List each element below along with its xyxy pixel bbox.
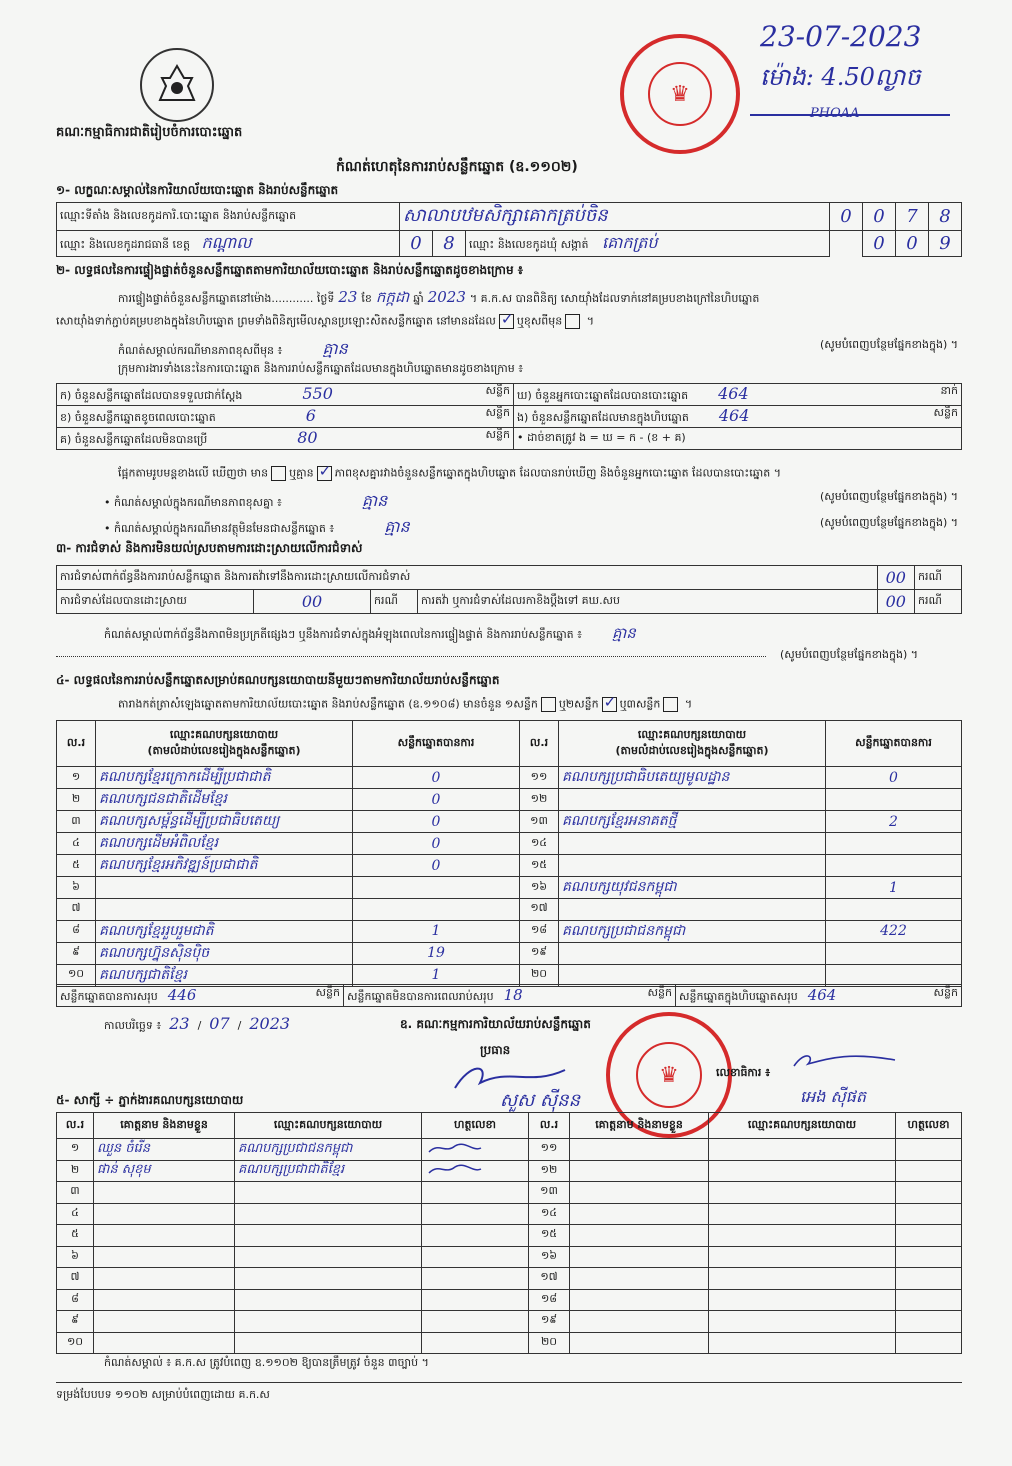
witness-col-no-right: ល.រ (529, 1113, 570, 1139)
ballots-in-box-value: 464 (718, 406, 750, 425)
party-votes (826, 855, 962, 877)
witness-party (709, 1268, 896, 1290)
ballot-count-intro: ក្រុមការងារទាំងនេះនៃការបោះឆ្នោត និងការរាប់សន្លឹកឆ្នោតដែលមានក្នុងហិបឆ្នោតមានដូចខាងក្រោម ៖ (118, 362, 524, 375)
party-name: គណបក្សខ្មែររួបរួមជាតិ (96, 920, 353, 942)
witness-name (94, 1268, 235, 1290)
difference-line: ផ្អែកតាមរូបមន្តខាងលើ ឃើញថា មាន ឬគ្មាន✓ ភាពខុសគ្នារវាងចំនួនសន្លឹកឆ្នោតក្នុងហិបឆ្នោត ដែលបានរាប់ឃើញ និងចំនួនអ្នកបោះឆ្នោត ដែលបានបោះឆ្នោត ។ (118, 466, 781, 483)
location-code-3: 7 (896, 203, 929, 231)
row-number: ១ (57, 1139, 94, 1161)
witness-col-no-left: ល.រ (57, 1113, 94, 1139)
irregularity-fill-note: (សូមបំពេញបន្ថែមផ្នែកខាងក្នុង) ។ (780, 648, 919, 661)
witness-col-sign-left: ហត្ថលេខា (422, 1113, 529, 1139)
witness-signature (896, 1268, 962, 1290)
witness-party (235, 1246, 422, 1268)
secretary-signature (790, 1046, 900, 1076)
witness-party (709, 1311, 896, 1333)
witness-name (570, 1203, 709, 1225)
col-votes-left: សន្លឹកឆ្នោតបានការ (353, 721, 520, 767)
witness-signature (422, 1289, 529, 1311)
row-number: ១៧ (520, 899, 559, 921)
results-row (57, 855, 962, 877)
row-number: ៦ (57, 877, 96, 899)
results-table (56, 720, 962, 987)
signing-month: 07 (209, 1014, 230, 1033)
party-votes (826, 942, 962, 964)
total-in-box-value: 464 (807, 985, 837, 1004)
verify-line-2: សោយ៉ាំងទាក់ភ្ជាប់គម្របខាងក្នុងនៃហិបឆ្នោត ព្រមទាំងពិនិត្យមើលស្ពានប្រឡោះសិតសន្លឹកឆ្នោត នៅមានដដែល✓ ឬខុសពីមុន ។ (56, 314, 594, 331)
witness-signature (422, 1182, 529, 1204)
witness-table (56, 1112, 962, 1354)
row-number: ៩ (57, 1311, 94, 1333)
total-invalid: សន្លឹកឆ្នោតមិនបានការពេលរាប់សរុប 18 សន្លឹក (344, 985, 676, 1007)
party-votes: 0 (353, 811, 520, 833)
row-number: ៧ (57, 899, 96, 921)
party-name (559, 899, 826, 921)
party-name (96, 899, 353, 921)
witness-party (235, 1203, 422, 1225)
changed-checkbox[interactable] (565, 314, 580, 329)
row-number: ៨ (57, 1289, 94, 1311)
voters-voted-row: ឃ) ចំនួនអ្នកបោះឆ្នោតដែលបានបោះឆ្នោត 464 នាក់ (514, 384, 962, 406)
section2-heading: ២- លទ្ធផលនៃការផ្ទៀងផ្ទាត់ចំនួនសន្លឹកឆ្នោតតាមការិយាល័យបោះឆ្នោត និងរាប់សន្លឹកឆ្នោតដូចខាងក្រោម ៖ (56, 263, 524, 277)
row-number: ១១ (520, 767, 559, 789)
results-row (57, 964, 962, 986)
section1-heading: ១- លក្ខណៈសម្គាល់នៃការិយាល័យបោះឆ្នោត និងរាប់សន្លឹកឆ្នោត (56, 183, 339, 197)
two-sheets-checkbox[interactable] (602, 697, 617, 712)
row-number: ១៤ (529, 1203, 570, 1225)
spoiled-ballots-row: ខ) ចំនួនសន្លឹកឆ្នោតខូចពេលបោះឆ្នោត 6 សន្លឹក (57, 406, 514, 428)
party-name (559, 833, 826, 855)
irregularity-note: កំណត់សម្គាល់ពាក់ព័ន្ធនឹងភាពមិនប្រក្រតីផ្សេងៗ ឬនឹងការជំទាស់ក្នុងអំឡុងពេលនៃការផ្ទៀងផ្ទាត់ និងការរាប់សន្លឹកឆ្នោត ៖ គ្មាន (104, 624, 636, 642)
appeal-label: ការតវ៉ា ឬការជំទាស់ដែលរកាខិងប្តឹងទៅ គឃ.សប (418, 590, 878, 614)
col-no-left: ល.រ (57, 721, 96, 767)
footer-divider (56, 1382, 962, 1383)
party-name: គណបក្សជាតិខ្មែរ (96, 964, 353, 986)
section1-table (56, 202, 962, 257)
row-number: ១៧ (529, 1268, 570, 1290)
secretary-label: លេខាធិការ ៖ (716, 1066, 771, 1079)
signing-year: 2023 (249, 1014, 291, 1033)
difference-note: • កំណត់សម្គាល់ក្នុងករណីមានភាពខុសគ្នា ៖ គ្មាន (សូមបំពេញបន្ថែមផ្នែកខាងក្នុង) ។ (104, 490, 958, 510)
party-votes: 0 (353, 767, 520, 789)
witness-col-sign-right: ហត្ថលេខា (896, 1113, 962, 1139)
party-name (559, 855, 826, 877)
secretary-name: អេង ស៊ីផត (800, 1087, 867, 1106)
resolved-value: 00 (254, 590, 371, 614)
party-name: គណបក្សខ្មែរក្រោកដើម្បីប្រជាជាតិ (96, 767, 353, 789)
party-name (96, 877, 353, 899)
complaints-table: ការជំទាស់ពាក់ព័ន្ធនឹងការរាប់សន្លឹកឆ្នោត និងការតវ៉ាទៅនឹងការដោះស្រាយលើការជំទាស់ 00 ករណី ការជំទាស់ដែលបានដោះស្រាយ 00 ករណី ការតវ៉ា ឬការជំទាស់ដែលរកាខិងប្តឹងទៅ គឃ.សប 00 ករណី (56, 565, 962, 614)
witness-row (57, 1268, 962, 1290)
location-code-4: 8 (929, 203, 962, 231)
signing-day: 23 (169, 1014, 190, 1033)
witness-col-name-left: គោត្តនាម និងនាមខ្លួន (94, 1113, 235, 1139)
party-name: គណបក្សប្រជាធិបតេយ្យមូលដ្ឋាន (559, 767, 826, 789)
witness-name (94, 1332, 235, 1354)
difference-note-value: គ្មាន (361, 491, 388, 510)
form-reference: ទម្រង់បែបបទ ១១០២ សម្រាប់បំពេញដោយ គ.ក.ស (56, 1388, 270, 1401)
row-number: ២០ (520, 964, 559, 986)
verify-line-1: ការផ្ទៀងផ្ទាត់ចំនួនសន្លឹកឆ្នោតនៅម៉ោង............ ថ្ងៃទី 23 ខែ កក្កដា ឆ្នាំ 2023 ។ គ.ក.ស បានពិនិត្យ សោយ៉ាំងដែលទាក់នៅគម្របខាងក្រៅនៃហិបឆ្នោត (118, 288, 760, 306)
has-difference-checkbox[interactable] (271, 466, 286, 481)
formula-cell: • ដាច់ខាតត្រូវ ង = ឃ = ក - (ខ + គ) (514, 428, 962, 450)
commune-code-1: 0 (863, 231, 896, 257)
row-number: ៦ (57, 1246, 94, 1268)
row-number: ២ (57, 789, 96, 811)
witness-name: ឈួន ចំរើន (94, 1139, 235, 1161)
verify-day: 23 (338, 288, 358, 306)
row-number: ១៤ (520, 833, 559, 855)
witness-col-name-right: គោត្តនាម និងនាមខ្លួន (570, 1113, 709, 1139)
witness-signature (896, 1246, 962, 1268)
location-code-1: 0 (830, 203, 863, 231)
witness-signature (896, 1289, 962, 1311)
party-votes (353, 899, 520, 921)
commune-value: គោកត្រប់ (602, 232, 658, 252)
witness-signature (422, 1203, 529, 1225)
witness-signature (896, 1160, 962, 1182)
witness-name (570, 1268, 709, 1290)
witness-row (57, 1332, 962, 1354)
witness-signature (896, 1182, 962, 1204)
party-name: គណបក្សខ្មែរអភិវឌ្ឍន៍ប្រជាជាតិ (96, 855, 353, 877)
col-party-right: ឈ្មោះគណបក្សនយោបាយ (តាមលំដាប់លេខរៀងក្នុងសន្លឹកឆ្នោត) (559, 721, 826, 767)
witness-row (57, 1311, 962, 1333)
witness-name (94, 1289, 235, 1311)
witness-name (570, 1332, 709, 1354)
results-row (57, 789, 962, 811)
witness-name (94, 1246, 235, 1268)
commune-code-3: 9 (929, 231, 962, 257)
row-number: ៥ (57, 855, 96, 877)
witness-name (570, 1246, 709, 1268)
location-value: សាលាបឋមសិក្សាគោកត្រប់ចិន (400, 203, 830, 231)
witness-signature-mark (425, 1161, 485, 1177)
party-name (559, 789, 826, 811)
witness-signature (896, 1139, 962, 1161)
total-invalid-value: 18 (503, 985, 523, 1004)
row-number: ៤ (57, 1203, 94, 1225)
party-name: គណបក្សខ្មែរអនាគតថ្មី (559, 811, 826, 833)
temple-emblem-icon (154, 62, 200, 108)
witness-signature (896, 1311, 962, 1333)
party-votes: 1 (353, 964, 520, 986)
handwritten-date: 23-07-2023 (760, 20, 922, 53)
witness-row (57, 1203, 962, 1225)
row-number: ២០ (529, 1332, 570, 1354)
party-votes: 19 (353, 942, 520, 964)
party-name: គណបក្សសម្ព័ន្ធដើម្បីប្រជាធិបតេយ្យ (96, 811, 353, 833)
witness-signature (422, 1268, 529, 1290)
row-number: ៣ (57, 1182, 94, 1204)
row-number: ១៣ (520, 811, 559, 833)
party-votes (826, 833, 962, 855)
handwritten-initials: PHOAA (810, 106, 860, 121)
row-number: ១៥ (520, 855, 559, 877)
row-number: ១៦ (520, 877, 559, 899)
party-votes: 0 (353, 789, 520, 811)
witness-row (57, 1182, 962, 1204)
party-name: គណបក្សប្រជាជនកម្ពុជា (559, 920, 826, 942)
party-name: គណបក្សយុវជនកម្ពុជា (559, 877, 826, 899)
no-difference-checkbox[interactable] (317, 466, 332, 481)
form-footer-note: កំណត់សម្គាល់ ៖ គ.ក.ស ត្រូវបំពេញ ឧ.១១០២ ឱ្យបានត្រឹមត្រូវ ចំនួន ៣ច្បាប់ ។ (104, 1356, 429, 1369)
witness-signature (896, 1203, 962, 1225)
witness-signature (422, 1311, 529, 1333)
witness-name (570, 1225, 709, 1247)
form-title: កំណត់ហេតុនៃការរាប់សន្លឹកឆ្នោត (ឧ.១១០២) (336, 159, 578, 175)
row-number: ១០ (57, 964, 96, 986)
witness-party (709, 1332, 896, 1354)
witness-party (709, 1160, 896, 1182)
ballots-received-value: 550 (302, 384, 333, 403)
witness-party (709, 1182, 896, 1204)
complaints-value: 00 (877, 566, 914, 590)
witness-signature (422, 1246, 529, 1268)
party-votes: 0 (353, 833, 520, 855)
unchanged-checkbox[interactable] (499, 314, 514, 329)
nec-logo (140, 48, 214, 122)
irregularity-note-value: គ្មាន (612, 624, 636, 642)
witness-party (709, 1139, 896, 1161)
col-votes-right: សន្លឹកឆ្នោតបានការ (826, 721, 962, 767)
witness-name (570, 1289, 709, 1311)
party-votes: 1 (353, 920, 520, 942)
party-votes: 0 (353, 855, 520, 877)
province-code-1: 0 (400, 231, 433, 257)
witness-signature (896, 1225, 962, 1247)
col-party-left: ឈ្មោះគណបក្សនយោបាយ (តាមលំដាប់លេខរៀងក្នុងសន្លឹកឆ្នោត) (96, 721, 353, 767)
witness-signature (896, 1332, 962, 1354)
location-code-2: 0 (863, 203, 896, 231)
party-votes: 2 (826, 811, 962, 833)
appeal-value: 00 (877, 590, 914, 614)
province-value: កណ្ដាល (201, 232, 252, 252)
verify-year: 2023 (427, 288, 466, 306)
witness-name (570, 1182, 709, 1204)
row-number: ១២ (520, 789, 559, 811)
witness-party (709, 1203, 896, 1225)
row-number: ១ (57, 767, 96, 789)
row-number: ៣ (57, 811, 96, 833)
results-row (57, 811, 962, 833)
witness-name (94, 1225, 235, 1247)
resolved-label: ការជំទាស់ដែលបានដោះស្រាយ (57, 590, 254, 614)
witness-name (570, 1160, 709, 1182)
party-name: គណបក្សជនជាតិដើមខ្មែរ (96, 789, 353, 811)
totals-row (56, 984, 962, 1007)
witness-party (709, 1225, 896, 1247)
party-votes: 0 (826, 767, 962, 789)
commission-name: គណៈកម្មាធិការជាតិរៀបចំការបោះឆ្នោត (56, 125, 243, 140)
province-code-2: 8 (433, 231, 466, 257)
row-number: ៧ (57, 1268, 94, 1290)
change-note-value: គ្មាន (322, 339, 348, 358)
foreign-object-note-value: គ្មាន (384, 517, 410, 536)
party-name: គណបក្សហ្វ៊ុនស៊ិនប៉ិច (96, 942, 353, 964)
ballots-in-box-row: ង) ចំនួនសន្លឹកឆ្នោតដែលមានក្នុងហិបឆ្នោត 464 សន្លឹក (514, 406, 962, 428)
col-no-right: ល.រ (520, 721, 559, 767)
official-stamp-bottom: ♛ (606, 1012, 732, 1138)
row-number: ៨ (57, 920, 96, 942)
row-number: ១៦ (529, 1246, 570, 1268)
party-votes (826, 964, 962, 986)
witness-party (235, 1225, 422, 1247)
tally-sheet-count: តារាងកត់ត្រាសំឡេងឆ្នោតតាមការិយាល័យបោះឆ្នោត និងរាប់សន្លឹកឆ្នោត (ឧ.១១០៨) មានចំនួន ១សន្លឹក ឬ២សន្លឹក✓ ឬ៣សន្លឹក ។ (118, 697, 692, 714)
party-votes (826, 899, 962, 921)
witness-row (57, 1246, 962, 1268)
total-valid-value: 446 (167, 985, 197, 1004)
counting-committee: ឧ. គណៈកម្មការការិយាល័យរាប់សន្លឹកឆ្នោត (400, 1017, 591, 1031)
witness-signature (422, 1139, 529, 1161)
witness-party (709, 1246, 896, 1268)
witness-name: ផាន់ សុខុម (94, 1160, 235, 1182)
commune-code-2: 0 (896, 231, 929, 257)
witness-party (235, 1182, 422, 1204)
foreign-object-note: • កំណត់សម្គាល់ក្នុងករណីមានវត្ថុមិនមែនជាសន្លឹកឆ្នោត ៖ គ្មាន (សូមបំពេញបន្ថែមផ្នែកខាងក្នុង) ។ (104, 516, 958, 536)
unused-ballots-value: 80 (297, 428, 318, 447)
chair-label: ប្រធាន (480, 1043, 511, 1057)
witness-party (235, 1332, 422, 1354)
witness-name (570, 1139, 709, 1161)
party-name: គណបក្សដើមអំពិលខ្មែរ (96, 833, 353, 855)
three-sheets-checkbox[interactable] (663, 697, 678, 712)
total-in-box: សន្លឹកឆ្នោតក្នុងហិបឆ្នោតសរុប 464 សន្លឹក (676, 985, 962, 1007)
chair-name: សួស ស៊ីនន (500, 1090, 580, 1111)
witness-row (57, 1139, 962, 1161)
witness-signature (422, 1225, 529, 1247)
witness-party (235, 1289, 422, 1311)
spoiled-ballots-value: 6 (305, 406, 316, 425)
row-number: ១០ (57, 1332, 94, 1354)
results-row (57, 833, 962, 855)
signing-date: កាលបរិច្ឆេទ ៖ 23 / 07 / 2023 (104, 1014, 291, 1033)
witness-party (709, 1289, 896, 1311)
party-votes (826, 789, 962, 811)
results-row (57, 899, 962, 921)
row-number: ៤ (57, 833, 96, 855)
witness-row (57, 1289, 962, 1311)
results-row (57, 767, 962, 789)
witness-party: គណបក្សប្រជាជនកម្ពុជា (235, 1139, 422, 1161)
row-number: ១៣ (529, 1182, 570, 1204)
verify-month: កក្កដា (375, 288, 410, 306)
voters-voted-value: 464 (718, 384, 749, 403)
row-number: ១២ (529, 1160, 570, 1182)
party-votes: 422 (826, 920, 962, 942)
row-number: ១៨ (529, 1289, 570, 1311)
witness-party (235, 1268, 422, 1290)
witness-col-party-left: ឈ្មោះគណបក្សនយោបាយ (235, 1113, 422, 1139)
row-number: ១៥ (529, 1225, 570, 1247)
change-note-line: កំណត់សម្គាល់ករណីមានភាពខុសពីមុន ៖ គ្មាន (សូមបំពេញបន្ថែមផ្នែកខាងក្នុង) ។ (118, 338, 958, 358)
location-label: ឈ្មោះទីតាំង និងលេខកូដការិ.បោះឆ្នោត និងរាប់សន្លឹកឆ្នោត (57, 203, 400, 231)
row-number: ១១ (529, 1139, 570, 1161)
party-name (559, 964, 826, 986)
witness-col-party-right: ឈ្មោះគណបក្សនយោបាយ (709, 1113, 896, 1139)
results-row (57, 920, 962, 942)
section4-heading: ៤- លទ្ធផលនៃការរាប់សន្លឹកឆ្នោតសម្រាប់គណបក្សនយោបាយនីមួយៗតាមការិយាល័យរាប់សន្លឹកឆ្នោត (56, 673, 500, 687)
row-number: ៩ (57, 942, 96, 964)
section3-heading: ៣- ការជំទាស់ និងការមិនយល់ស្របតាមការដោះស្រាយលើការជំទាស់ (56, 541, 363, 555)
results-row (57, 877, 962, 899)
row-number: ៥ (57, 1225, 94, 1247)
total-valid: សន្លឹកឆ្នោតបានការសរុប 446 សន្លឹក (57, 985, 344, 1007)
ballot-count-table (56, 383, 962, 450)
witness-signature (422, 1160, 529, 1182)
witness-signature-mark (425, 1140, 485, 1156)
complaints-label: ការជំទាស់ពាក់ព័ន្ធនឹងការរាប់សន្លឹកឆ្នោត និងការតវ៉ាទៅនឹងការដោះស្រាយលើការជំទាស់ (57, 566, 878, 590)
official-stamp-top: ♛ (620, 34, 740, 154)
witness-name (94, 1182, 235, 1204)
row-number: ១៩ (529, 1311, 570, 1333)
unused-ballots-row: គ) ចំនួនសន្លឹកឆ្នោតដែលមិនបានប្រើ 80 សន្លឹក (57, 428, 514, 450)
witness-party (235, 1311, 422, 1333)
party-name (559, 942, 826, 964)
one-sheet-checkbox[interactable] (541, 697, 556, 712)
row-number: ២ (57, 1160, 94, 1182)
witness-row (57, 1160, 962, 1182)
witness-name (570, 1311, 709, 1333)
witness-name (94, 1311, 235, 1333)
row-number: ១៩ (520, 942, 559, 964)
witness-name (94, 1203, 235, 1225)
party-votes: 1 (826, 877, 962, 899)
province-label: ឈ្មោះ និងលេខកូដរាជធានី ខេត្ត កណ្ដាល (57, 231, 400, 257)
commune-label: ឈ្មោះ និងលេខកូដឃុំ សង្កាត់ គោកត្រប់ (466, 231, 830, 257)
witness-row (57, 1225, 962, 1247)
witness-party: គណបក្សប្រជាជាតិខ្មែរ (235, 1160, 422, 1182)
handwritten-time: ម៉ោង: 4.50ល្ងាច (760, 63, 921, 91)
results-row (57, 942, 962, 964)
section5-heading: ៥- សាក្សី ÷ ភ្នាក់ងារគណបក្សនយោបាយ (56, 1093, 244, 1107)
ballots-received-row: ក) ចំនួនសន្លឹកឆ្នោតដែលបានទទួលជាក់ស្តែង 550 សន្លឹក (57, 384, 514, 406)
row-number: ១៨ (520, 920, 559, 942)
party-votes (353, 877, 520, 899)
witness-signature (422, 1332, 529, 1354)
